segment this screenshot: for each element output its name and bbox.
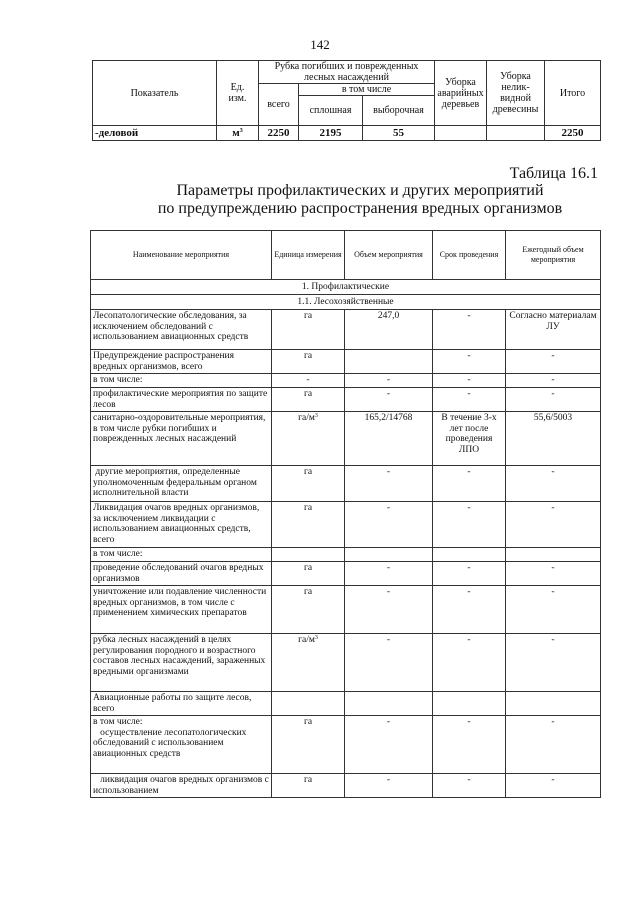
cell-unit: га — [272, 388, 345, 412]
cell-annual: 55,6/5003 — [506, 412, 601, 466]
cell-term: - — [433, 388, 506, 412]
cell-unit: га — [272, 466, 345, 502]
table-row — [91, 412, 601, 466]
header-felling-group: Рубка погибших и поврежденных лесных насаждений — [259, 61, 435, 84]
table-row — [91, 388, 601, 412]
cell-annual: - — [506, 774, 601, 798]
cell-annual: - — [506, 634, 601, 692]
subsection-heading: 1.1. Лесохозяйственные — [91, 295, 601, 310]
table-row — [91, 502, 601, 548]
cell-term — [433, 692, 506, 716]
cell-unit: $га/м^3$ — [272, 634, 345, 692]
cell-term: - — [433, 350, 506, 374]
table-row — [91, 634, 601, 692]
cell-annual: - — [506, 466, 601, 502]
cell-annual: - — [506, 562, 601, 586]
header-indicator: Показатель — [93, 61, 217, 126]
cell-clear: 2195 — [299, 126, 363, 141]
cell-unit — [272, 548, 345, 562]
header-clutter: Уборка нелик-видной древесины — [487, 61, 545, 126]
measures-table — [90, 230, 601, 798]
cell-term: - — [433, 634, 506, 692]
cell-annual: Согласно материалам ЛУ — [506, 310, 601, 350]
cell-volume — [345, 350, 433, 374]
cell-unit: га — [272, 350, 345, 374]
cell-term: - — [433, 502, 506, 548]
table-row — [91, 692, 601, 716]
cell-unit: га — [272, 586, 345, 634]
table-title-line-2: по предупреждению распространения вредных организмов — [157, 200, 563, 217]
cell-volume: - — [345, 374, 433, 388]
cell-annual: - — [506, 388, 601, 412]
cell-term: - — [433, 586, 506, 634]
cell-name: другие мероприятия, определенные уполномоченным федеральным органом исполнительной власти — [91, 466, 272, 502]
cell-volume: 247,0 — [345, 310, 433, 350]
cell-unit: га — [272, 502, 345, 548]
cell-volume: - — [345, 586, 433, 634]
cell-annual: - — [506, 350, 601, 374]
cell-term: В течение 3-х лет после проведения ЛПО — [433, 412, 506, 466]
cell-volume: 165,2/14768 — [345, 412, 433, 466]
cell-name: рубка лесных насаждений в целях регулирования породного и возрастного составов лесных насаждений, зараженных вредными организмами — [91, 634, 272, 692]
cell-term: - — [433, 310, 506, 350]
cell-volume: - — [345, 634, 433, 692]
cell-clutter — [487, 126, 545, 141]
cell-volume: - — [345, 502, 433, 548]
header-volume: Объем мероприятия — [345, 231, 433, 280]
cell-unit: - — [272, 374, 345, 388]
cell-unit — [272, 692, 345, 716]
cell-volume: - — [345, 562, 433, 586]
cell-annual — [506, 692, 601, 716]
header-name: Наименование мероприятия — [91, 231, 272, 280]
table-row — [91, 548, 601, 562]
cell-term: - — [433, 466, 506, 502]
cell-name: уничтожение или подавление численности вредных организмов, в том числе с применением химических препаратов — [91, 586, 272, 634]
section-heading: 1. Профилактические — [91, 280, 601, 295]
cell-name: проведение обследований очагов вредных организмов — [91, 562, 272, 586]
table-title-line-1: Параметры профилактических и других мероприятий — [176, 182, 544, 199]
cell-name: санитарно-оздоровительные мероприятия, в том числе рубки погибших и поврежденных лесных насаждений — [91, 412, 272, 466]
cell-term: - — [433, 774, 506, 798]
cell-emergency — [435, 126, 487, 141]
cell-name: Ликвидация очагов вредных организмов, за исключением ликвидации с использованием авиационных средств, всего — [91, 502, 272, 548]
header-term: Срок проведения — [433, 231, 506, 280]
cell-annual: - — [506, 374, 601, 388]
cell-volume: - — [345, 774, 433, 798]
cell-name: Предупреждение распространения вредных организмов, всего — [91, 350, 272, 374]
table-row — [91, 374, 601, 388]
table-row — [91, 586, 601, 634]
cell-unit: га — [272, 774, 345, 798]
cell-unit: га — [272, 562, 345, 586]
cell-volume — [345, 692, 433, 716]
continued-table — [92, 60, 601, 141]
header-annual: Ежегодный объем мероприятия — [506, 231, 601, 280]
table-row — [91, 774, 601, 798]
header-including: в том числе — [299, 84, 435, 96]
table-row — [91, 716, 601, 774]
header-grand-total: Итого — [545, 61, 601, 126]
table-row — [91, 310, 601, 350]
cell-name: Авиационные работы по защите лесов, всего — [91, 692, 272, 716]
table-title — [0, 182, 640, 218]
cell-unit: га — [272, 310, 345, 350]
table-row — [91, 350, 601, 374]
cell-selective: 55 — [363, 126, 435, 141]
header-selective: выборочная — [363, 96, 435, 126]
cell-grand-total: 2250 — [545, 126, 601, 141]
header-unit: Единица измерения — [272, 231, 345, 280]
cell-total: 2250 — [259, 126, 299, 141]
header-unit: Ед. изм. — [217, 61, 259, 126]
cell-annual — [506, 548, 601, 562]
cell-name: профилактические мероприятия по защите лесов — [91, 388, 272, 412]
table-row — [91, 466, 601, 502]
page-number: 142 — [310, 37, 330, 52]
cell-name: в том числе: — [91, 374, 272, 388]
header-emergency: Уборка аварийных деревьев — [435, 61, 487, 126]
table-body — [91, 310, 601, 798]
header-total: всего — [259, 84, 299, 126]
cell-volume: - — [345, 466, 433, 502]
cell-term: - — [433, 374, 506, 388]
cell-volume: - — [345, 716, 433, 774]
table-row — [91, 562, 601, 586]
cell-name: в том числе: — [91, 548, 272, 562]
cell-name: в том числе: осуществление лесопатологических обследований с использованием авиационных средств — [91, 716, 272, 774]
cell-unit: $га/м^3$ — [272, 412, 345, 466]
cell-name: Лесопатологические обследования, за исключением обследований с использованием авиационных средств — [91, 310, 272, 350]
table-caption: Таблица 16.1 — [509, 165, 598, 182]
cell-unit: га — [272, 716, 345, 774]
header-clear: сплошная — [299, 96, 363, 126]
cell-unit: $м^3$ — [217, 126, 259, 141]
cell-name: ликвидация очагов вредных организмов с использованием — [91, 774, 272, 798]
cell-indicator: -деловой — [93, 126, 217, 141]
cell-annual: - — [506, 716, 601, 774]
cell-term: - — [433, 562, 506, 586]
cell-annual: - — [506, 586, 601, 634]
cell-term: - — [433, 716, 506, 774]
cell-term — [433, 548, 506, 562]
cell-annual: - — [506, 502, 601, 548]
cell-volume: - — [345, 388, 433, 412]
cell-volume — [345, 548, 433, 562]
